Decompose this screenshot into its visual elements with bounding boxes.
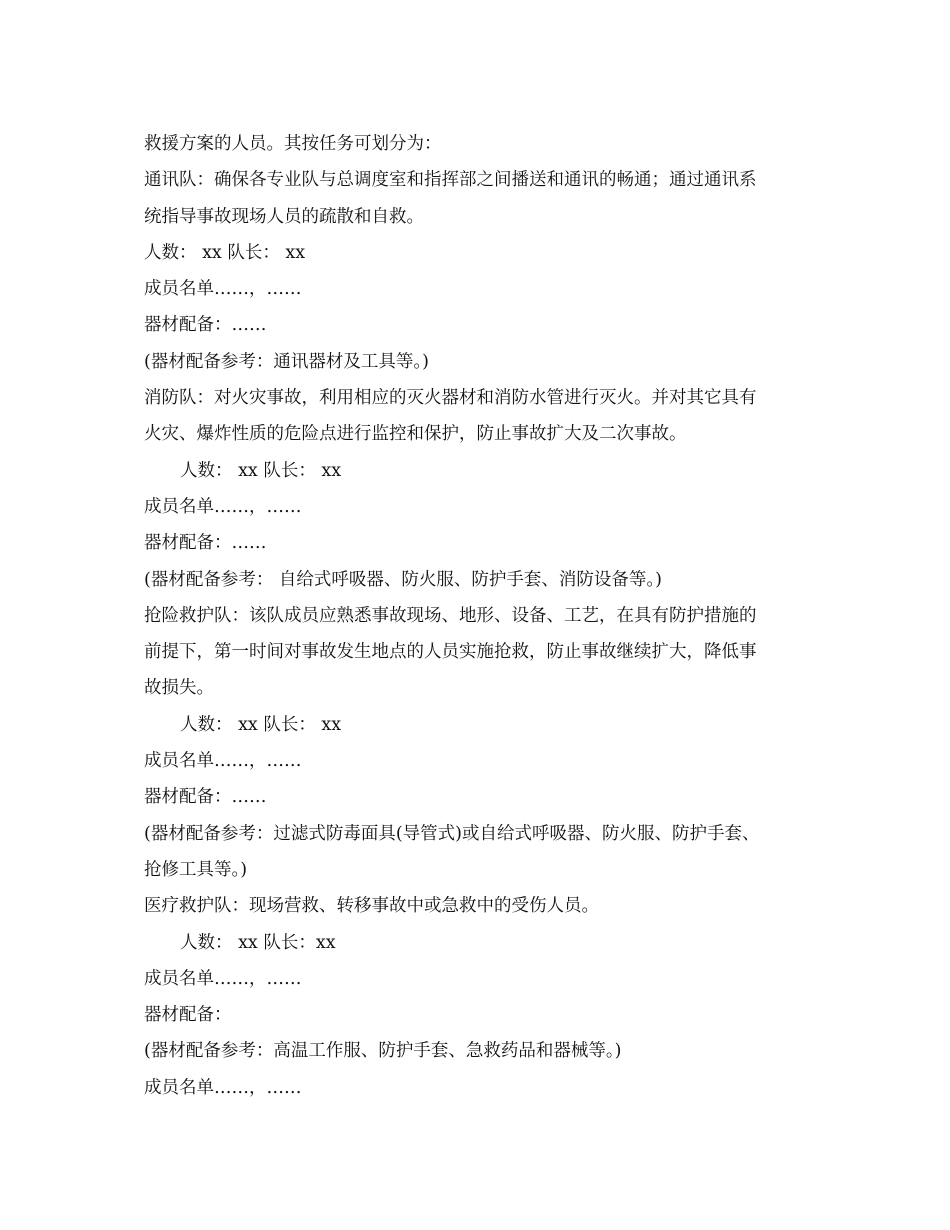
text-line: 成员名单……，…… (144, 751, 302, 772)
text-line: 器材配备：…… (144, 787, 267, 808)
text-line: (器材配备参考： 自给式呼吸器、防火服、防护手套、消防设备等。) (144, 569, 662, 590)
text-line: (器材配备参考：通讯器材及工具等。) (144, 351, 429, 372)
text-line: 火灾、爆炸性质的危险点进行监控和保护，防止事故扩大及二次事故。 (144, 424, 687, 445)
text-line: 器材配备：…… (144, 533, 267, 554)
text-line: 人数： xx 队长： xx (180, 714, 342, 735)
document-body (144, 126, 809, 1106)
text-line: (器材配备参考：过滤式防毒面具(导管式)或自给式呼吸器、防火服、防护手套、 (144, 823, 760, 844)
text-line: 成员名单……，…… (144, 968, 302, 989)
text-line: 医疗救护队：现场营救、转移事故中或急救中的受伤人员。 (144, 896, 599, 917)
text-line: 前提下，第一时间对事故发生地点的人员实施抢救，防止事故继续扩大，降低事 (144, 642, 757, 663)
text-line: 通讯队：确保各专业队与总调度室和指挥部之间播送和通讯的畅通；通过通讯系 (144, 170, 757, 191)
text-line: 抢修工具等。) (144, 859, 248, 880)
text-line: (器材配备参考：高温工作服、防护手套、急救药品和器械等。) (144, 1041, 622, 1062)
text-line: 人数： xx 队长： xx (180, 460, 342, 481)
text-line: 成员名单……，…… (144, 496, 302, 517)
text-line: 消防队：对火灾事故，利用相应的灭火器材和消防水管进行灭火。并对其它具有 (144, 388, 757, 409)
text-line: 器材配备：…… (144, 315, 267, 336)
text-line: 救援方案的人员。其按任务可划分为： (144, 134, 442, 154)
text-line: 故损失。 (144, 678, 214, 699)
text-line: 成员名单……，…… (144, 1077, 302, 1098)
text-line: 成员名单……，…… (144, 279, 302, 300)
text-line: 统指导事故现场人员的疏散和自救。 (144, 206, 424, 227)
text-line: 器材配备： (144, 1005, 232, 1026)
text-line: 人数： xx 队长：xx (180, 932, 336, 953)
text-line: 人数： xx 队长： xx (144, 242, 306, 263)
text-line: 抢险救护队：该队成员应熟悉事故现场、地形、设备、工艺，在具有防护措施的 (144, 605, 757, 626)
